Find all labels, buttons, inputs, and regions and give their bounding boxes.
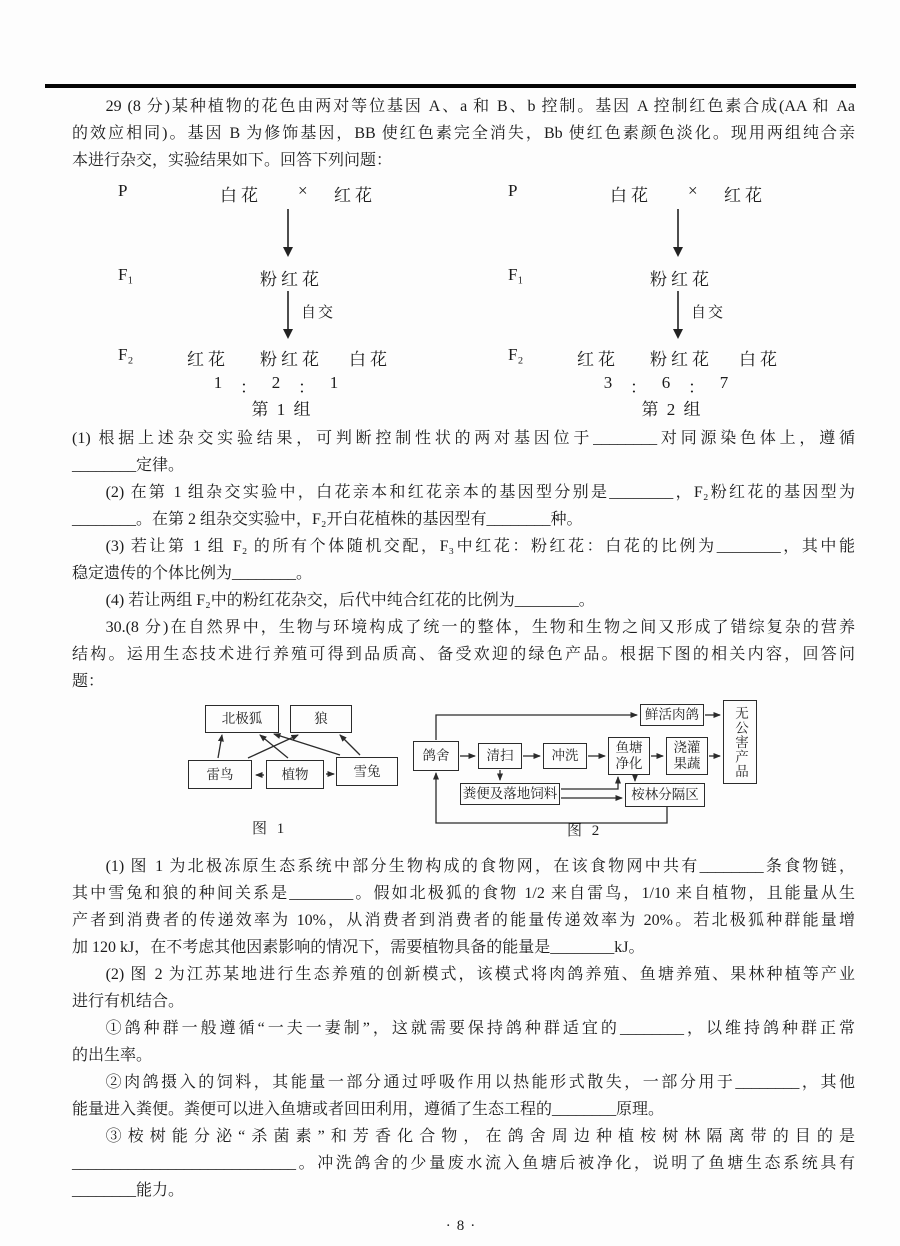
q29-intro-line-3: 本进行杂交，实验结果如下。回答下列问题：: [72, 152, 393, 169]
q30-item2-line-2: 进行有机结合。: [72, 993, 185, 1010]
selfing-label: 自交: [691, 305, 726, 321]
f2-phenotype-pink: 粉红花: [650, 350, 713, 369]
q29-item2-line-1: (2) 在第 1 组杂交实验中，白花亲本和红花亲本的基因型分别是________，F₂粉红花的基因型为: [105, 484, 855, 501]
node-irrigate-crops: 浇灌果蔬: [666, 737, 708, 775]
figures-row: [72, 697, 855, 849]
q29-item2-line-2: ________。在第 2 组杂交实验中，F₂开白花植株的基因型有________种。: [72, 511, 583, 528]
parent2-phenotype: 红花: [334, 186, 376, 205]
ratio-value: 1: [213, 373, 223, 392]
node-green-product: 无公害产品: [723, 700, 757, 784]
cross-group-1: [72, 179, 462, 419]
f1-phenotype: 粉红花: [260, 270, 323, 289]
cross-sign: ×: [298, 181, 308, 200]
f2-generation-label: F₂: [118, 345, 134, 364]
ratio-value: 2: [271, 373, 281, 392]
node-plant: 植物: [266, 760, 324, 789]
q30-sub3-line-2: ____________________________。冲洗鸽舍的少量废水流入鱼塘后被净化，说明了鱼塘生态系统具有: [72, 1155, 855, 1172]
figure-1-caption: 图 1: [252, 821, 288, 837]
f1-generation-label: F₁: [118, 265, 134, 284]
ratio-separator: ：: [240, 378, 257, 397]
node-rinsing: 冲洗: [543, 743, 587, 769]
q29-intro-line-2: 的效应相同)。基因 B 为修饰基因，BB 使红色素完全消失，Bb 使红色素颜色淡化。现用两组纯合亲: [72, 125, 855, 142]
figure-2-eco-farm-flow: [405, 697, 765, 847]
q30-sub2-line-2: 能量进入粪便。粪便可以进入鱼塘或者回田利用，遵循了生态工程的________原理。: [72, 1101, 665, 1118]
ratio-separator: ：: [298, 378, 315, 397]
figure-1-food-web: [160, 697, 405, 847]
down-arrow-icon: [670, 209, 686, 257]
ratio-separator: ：: [630, 378, 647, 397]
q30-sub3-line-3: ________能力。: [72, 1182, 185, 1199]
p-generation-label: P: [508, 181, 518, 200]
selfing-label: 自交: [301, 305, 336, 321]
f2-phenotype-red: 红花: [577, 350, 619, 369]
node-fishpond-purify: 鱼塘净化: [608, 737, 650, 775]
node-snow-hare: 雪兔: [336, 757, 398, 786]
cross-diagrams: [72, 179, 855, 419]
q30-item1-line-1: (1) 图 1 为北极冻原生态系统中部分生物构成的食物网，在该食物网中共有________条食物链，: [105, 858, 855, 875]
q30-item1-line-4: 加 120 kJ，在不考虑其他因素影响的情况下，需要植物具备的能量是________kJ。: [72, 939, 645, 956]
node-sweeping: 清扫: [478, 743, 522, 769]
cross-group-2: [462, 179, 852, 419]
f1-generation-label: F₁: [508, 265, 524, 284]
node-wolf: 狼: [290, 705, 352, 733]
down-arrow-icon: [280, 291, 296, 339]
q30-sub1-line-2: 的出生率。: [72, 1047, 153, 1064]
node-dovecote: 鸽舍: [413, 741, 459, 771]
down-arrow-icon: [670, 291, 686, 339]
ratio-value: 6: [661, 373, 671, 392]
q30-sub3-line-1: ③桉树能分泌“杀菌素”和芳香化合物，在鸽舍周边种植桉树林隔离带的目的是: [105, 1128, 855, 1145]
p-generation-label: P: [118, 181, 128, 200]
q30-item1-line-3: 产者到消费者的传递效率为 10%，从消费者到消费者的能量传递效率为 20%。若北极狐种群能量增: [72, 912, 855, 929]
question-30: [72, 614, 855, 1204]
f2-phenotype-white: 白花: [739, 350, 781, 369]
node-eucalyptus-zone: 桉林分隔区: [625, 783, 705, 807]
q29-item1-line-2: ________定律。: [72, 457, 185, 474]
q30-item2-line-1: (2) 图 2 为江苏某地进行生态养殖的创新模式，该模式将肉鸽养殖、鱼塘养殖、果林种植等产业: [105, 966, 855, 983]
node-live-squab: 鲜活肉鸽: [640, 704, 704, 726]
group-name: 第 2 组: [641, 400, 703, 419]
page-number: ·8·: [445, 1218, 482, 1234]
figure-2-caption: 图 2: [567, 823, 603, 839]
f2-phenotype-red: 红花: [187, 350, 229, 369]
parent1-phenotype: 白花: [220, 186, 262, 205]
parent1-phenotype: 白花: [610, 186, 652, 205]
q29-item4-line-1: (4) 若让两组 F₂中的粉红花杂交，后代中纯合红花的比例为________。: [105, 592, 595, 609]
f2-phenotype-white: 白花: [349, 350, 391, 369]
q30-sub2-line-1: ②肉鸽摄入的饲料，其能量一部分通过呼吸作用以热能形式散失，一部分用于________，其他: [105, 1074, 855, 1091]
q29-intro-line-1: 29 (8 分)某种植物的花色由两对等位基因 A、a 和 B、b 控制。基因 A 控制红色素合成(AA 和 Aa: [105, 98, 855, 115]
q29-item3-line-1: (3) 若让第 1 组 F₂ 的所有个体随机交配，F₃中红花：粉红花：白花的比例为________，其中能: [105, 538, 855, 555]
node-arctic-fox: 北极狐: [205, 705, 279, 733]
down-arrow-icon: [280, 209, 296, 257]
ratio-value: 3: [603, 373, 613, 392]
node-ptarmigan: 雷鸟: [188, 760, 252, 789]
q30-item1-line-2: 其中雪兔和狼的种间关系是________。假如北极狐的食物 1/2 来自雷鸟，1/10 来自植物，且能量从生: [72, 885, 855, 902]
q30-sub1-line-1: ①鸽种群一般遵循“一夫一妻制”，这就需要保持鸽种群适宜的________，以维持鸽种群正常: [105, 1020, 855, 1037]
f2-phenotype-pink: 粉红花: [260, 350, 323, 369]
node-manure-feed: 粪便及落地饲料: [460, 783, 560, 805]
q29-item3-line-2: 稳定遗传的个体比例为________。: [72, 565, 313, 582]
question-29: [72, 93, 855, 614]
q30-intro-line-2: 结构。运用生态技术进行养殖可得到品质高、备受欢迎的绿色产品。根据下图的相关内容，回答问: [72, 646, 855, 663]
ratio-value: 7: [719, 373, 729, 392]
cross-sign: ×: [688, 181, 698, 200]
ratio-separator: ：: [688, 378, 705, 397]
q30-intro-line-1: 30.(8 分)在自然界中，生物与环境构成了统一的整体，生物和生物之间又形成了错综复杂的营养: [105, 619, 855, 636]
q30-intro-line-3: 题：: [72, 673, 105, 690]
parent2-phenotype: 红花: [724, 186, 766, 205]
page-divider: [45, 84, 856, 88]
q29-item1-line-1: (1) 根据上述杂交实验结果，可判断控制性状的两对基因位于________对同源染色体上，遵循: [72, 430, 855, 447]
group-name: 第 1 组: [251, 400, 313, 419]
ratio-value: 1: [329, 373, 339, 392]
f1-phenotype: 粉红花: [650, 270, 713, 289]
f2-generation-label: F₂: [508, 345, 524, 364]
